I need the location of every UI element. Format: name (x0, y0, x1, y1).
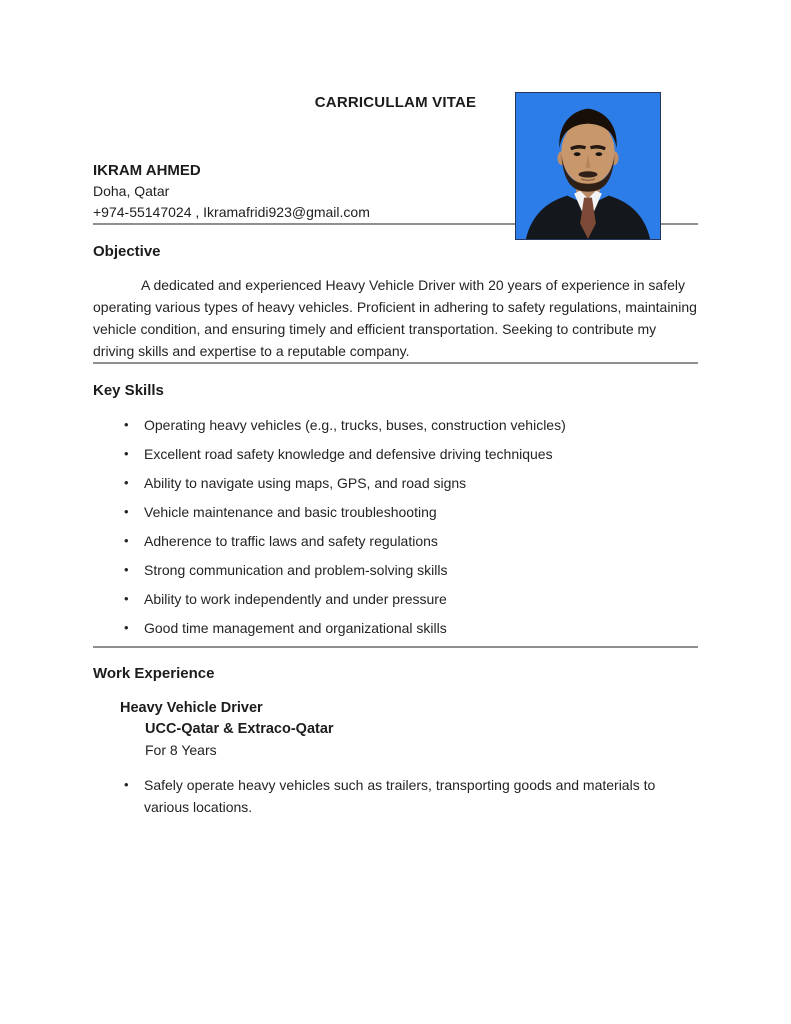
list-item (122, 443, 698, 465)
portrait-illustration (516, 93, 660, 239)
skill-text: Adherence to traffic laws and safety regulations (144, 533, 438, 549)
person-name: IKRAM AHMED (93, 162, 201, 179)
list-item (122, 414, 698, 436)
document-title: CARRICULLAM VITAE (314, 94, 477, 111)
section-divider (93, 646, 698, 648)
section-divider (93, 362, 698, 364)
work-experience-list (93, 774, 698, 818)
bullet-icon: • (124, 620, 129, 635)
objective-heading: Objective (93, 243, 161, 260)
bullet-icon: • (124, 446, 129, 461)
skill-text: Operating heavy vehicles (e.g., trucks, buses, construction vehicles) (144, 417, 566, 433)
company-name: UCC-Qatar & Extraco-Qatar (145, 721, 334, 737)
list-item (122, 501, 698, 523)
bullet-icon: • (124, 533, 129, 548)
profile-photo (515, 92, 661, 240)
objective-paragraph: A dedicated and experienced Heavy Vehicle Driver with 20 years of experience in safely operating various types of heavy vehicles. Proficient in adhering to safety regulations, maintaining vehicle condition, and ensuring timely and efficient transportation. Seeking to contribute my driving skills and expertise to a reputable company. (93, 277, 697, 359)
key-skills-heading: Key Skills (93, 382, 164, 399)
skill-text: Excellent road safety knowledge and defensive driving techniques (144, 446, 553, 462)
bullet-icon: • (124, 417, 129, 432)
bullet-icon: • (124, 777, 129, 792)
list-item (122, 472, 698, 494)
skill-text: Strong communication and problem-solving skills (144, 562, 448, 578)
key-skills-list (93, 414, 698, 639)
bullet-icon: • (124, 504, 129, 519)
list-item (122, 774, 698, 818)
work-experience-heading: Work Experience (93, 665, 215, 682)
person-contact: +974-55147024 , Ikramafridi923@gmail.com (93, 204, 370, 220)
job-duration: For 8 Years (145, 742, 217, 758)
job-title: Heavy Vehicle Driver (120, 700, 263, 716)
list-item (122, 588, 698, 610)
list-item (122, 530, 698, 552)
skill-text: Ability to work independently and under pressure (144, 591, 447, 607)
skill-text: Vehicle maintenance and basic troubleshooting (144, 504, 437, 520)
person-location: Doha, Qatar (93, 183, 170, 199)
skill-text: Good time management and organizational skills (144, 620, 447, 636)
bullet-icon: • (124, 591, 129, 606)
list-item (122, 559, 698, 581)
work-duty-text: Safely operate heavy vehicles such as trailers, transporting goods and materials to various locations. (144, 777, 656, 815)
skill-text: Ability to navigate using maps, GPS, and road signs (144, 475, 467, 491)
bullet-icon: • (124, 562, 129, 577)
bullet-icon: • (124, 475, 129, 490)
list-item (122, 617, 698, 639)
